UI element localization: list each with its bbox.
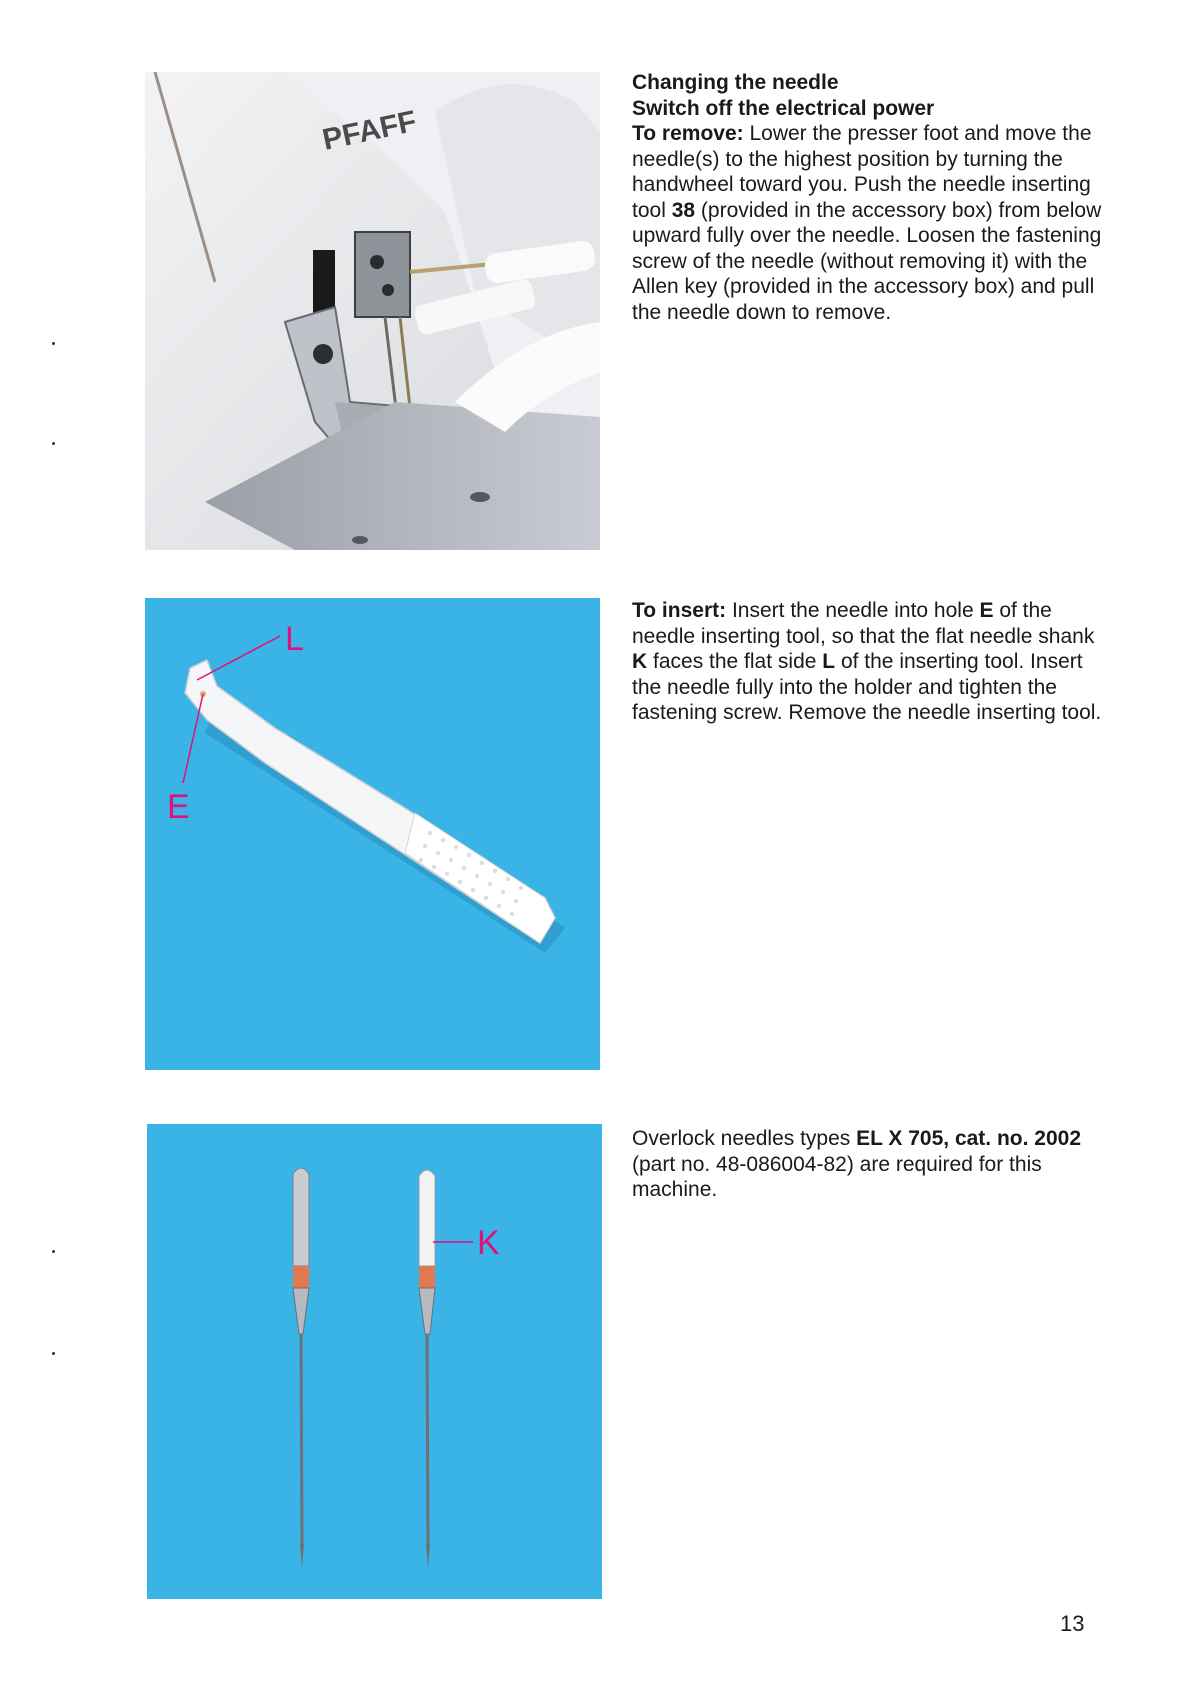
insert-label: To insert: [632,599,727,622]
shank-letter: K [632,650,648,673]
needle-types-section [632,1126,1102,1203]
insert-instructions [632,598,1102,726]
label-k: K [477,1224,500,1262]
label-e: E [167,788,190,826]
sewing-machine-photo [145,72,600,550]
scan-dot [52,442,55,445]
overlock-needles-photo [147,1124,602,1599]
insert-text-1: Insert the needle into hole [726,599,980,622]
needle-inserting-tool-photo [145,598,600,1070]
tool-number: 38 [671,198,696,222]
hole-letter: E [979,599,994,622]
insert-text-4: of the inserting tool. Insert the needle fully into the holder and tighten the fastening screw. Remove the needle inserting tool. [632,650,1102,724]
changing-needle-section [632,70,1102,325]
side-letter: L [822,650,836,673]
scan-dot [52,1352,55,1355]
remove-text-1: Lower the presser foot and move the needle(s) to the highest position by turning the handwheel toward you. Push the needle inserting tool [632,122,1092,222]
scan-dot [52,1250,55,1253]
section-subtitle: Switch off the electrical power [632,96,935,120]
remove-text-2: (provided in the accessory box) from below upward fully over the needle. Loosen the fastening screw of the needle (without removing it) with the Allen key (provided in the accessory box) and pull the needle down to remove. [632,198,1102,324]
needles-text-1: Overlock needles types [632,1127,857,1150]
scan-dot [52,342,55,345]
needles-text-2: (part no. 48-086004-82) are required for this machine. [632,1152,1042,1201]
insert-text-3: faces the flat side [647,650,823,673]
label-l: L [285,620,304,658]
needle-types-text [632,1126,1102,1203]
insert-text-2: of the needle inserting tool, so that the flat needle shank [632,599,1095,648]
remove-instructions [632,121,1102,325]
section-title: Changing the needle [632,71,839,94]
needle-type: EL X 705, cat. no. 2002 [856,1127,1082,1150]
remove-label: To remove: [632,122,744,145]
insert-section [632,598,1102,726]
page-number: 13 [1060,1611,1085,1636]
pfaff-logo: PFAFF [319,104,420,157]
